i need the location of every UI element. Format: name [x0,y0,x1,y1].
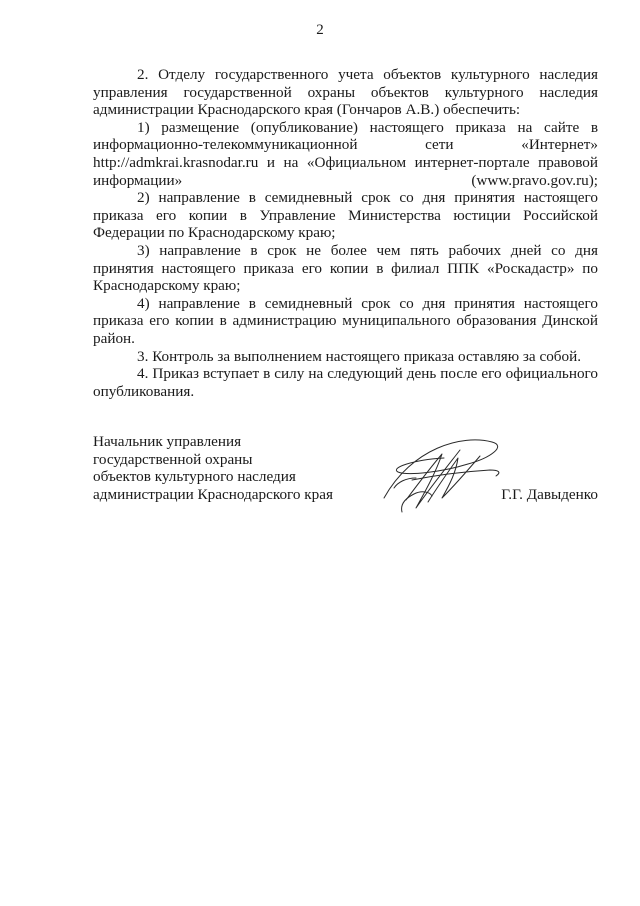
paragraph-4-effective-date: 4. Приказ вступает в силу на следующий день после его официального опубликования. [93,365,598,400]
paragraph-municipality-copy: 4) направление в семидневный срок со дня принятия настоящего приказа его копии в администрацию муниципального образования Динской район. [93,294,598,347]
paragraph-roskadastr-copy: 3) направление в срок не более чем пять рабочих дней со дня принятия настоящего приказа его копии в филиал ППК «Роскадастр» по Краснодарскому краю; [93,241,598,295]
signature-block [93,433,598,513]
page-number: 2 [316,22,324,38]
signer-title-line: администрации Краснодарского края [93,485,333,503]
paragraph-2-responsible-department: 2. Отделу государственного учета объектов культурного наследия управления государственной охраны объектов культурного наследия администрации Краснодарского края (Гончаров А.В.) обеспечить: [93,66,598,119]
signer-title-line: Начальник управления [93,433,242,450]
signer-title [93,433,333,503]
document-body [93,66,598,400]
paragraph-ministry-of-justice-copy: 2) направление в семидневный срок со дня принятия настоящего приказа его копии в Управление Министерства юстиции Российской Федерации по Краснодарскому краю; [93,189,598,242]
signer-title-line: государственной охраны [93,450,253,468]
handwritten-signature [372,428,512,518]
signer-title-line: объектов культурного наследия [93,468,296,486]
paragraph-publication: 1) размещение (опубликование) настоящего приказа на сайте в информационно-телекоммуникационной сети «Интернет» http://admkrai.krasnodar.ru и на «Официальном интернет-портале правовой информации» (www.pravo.gov.ru); [93,118,598,189]
paragraph-3-control: 3. Контроль за выполнением настоящего приказа оставляю за собой. [137,347,582,365]
signer-name: Г.Г. Давыденко [501,486,598,503]
